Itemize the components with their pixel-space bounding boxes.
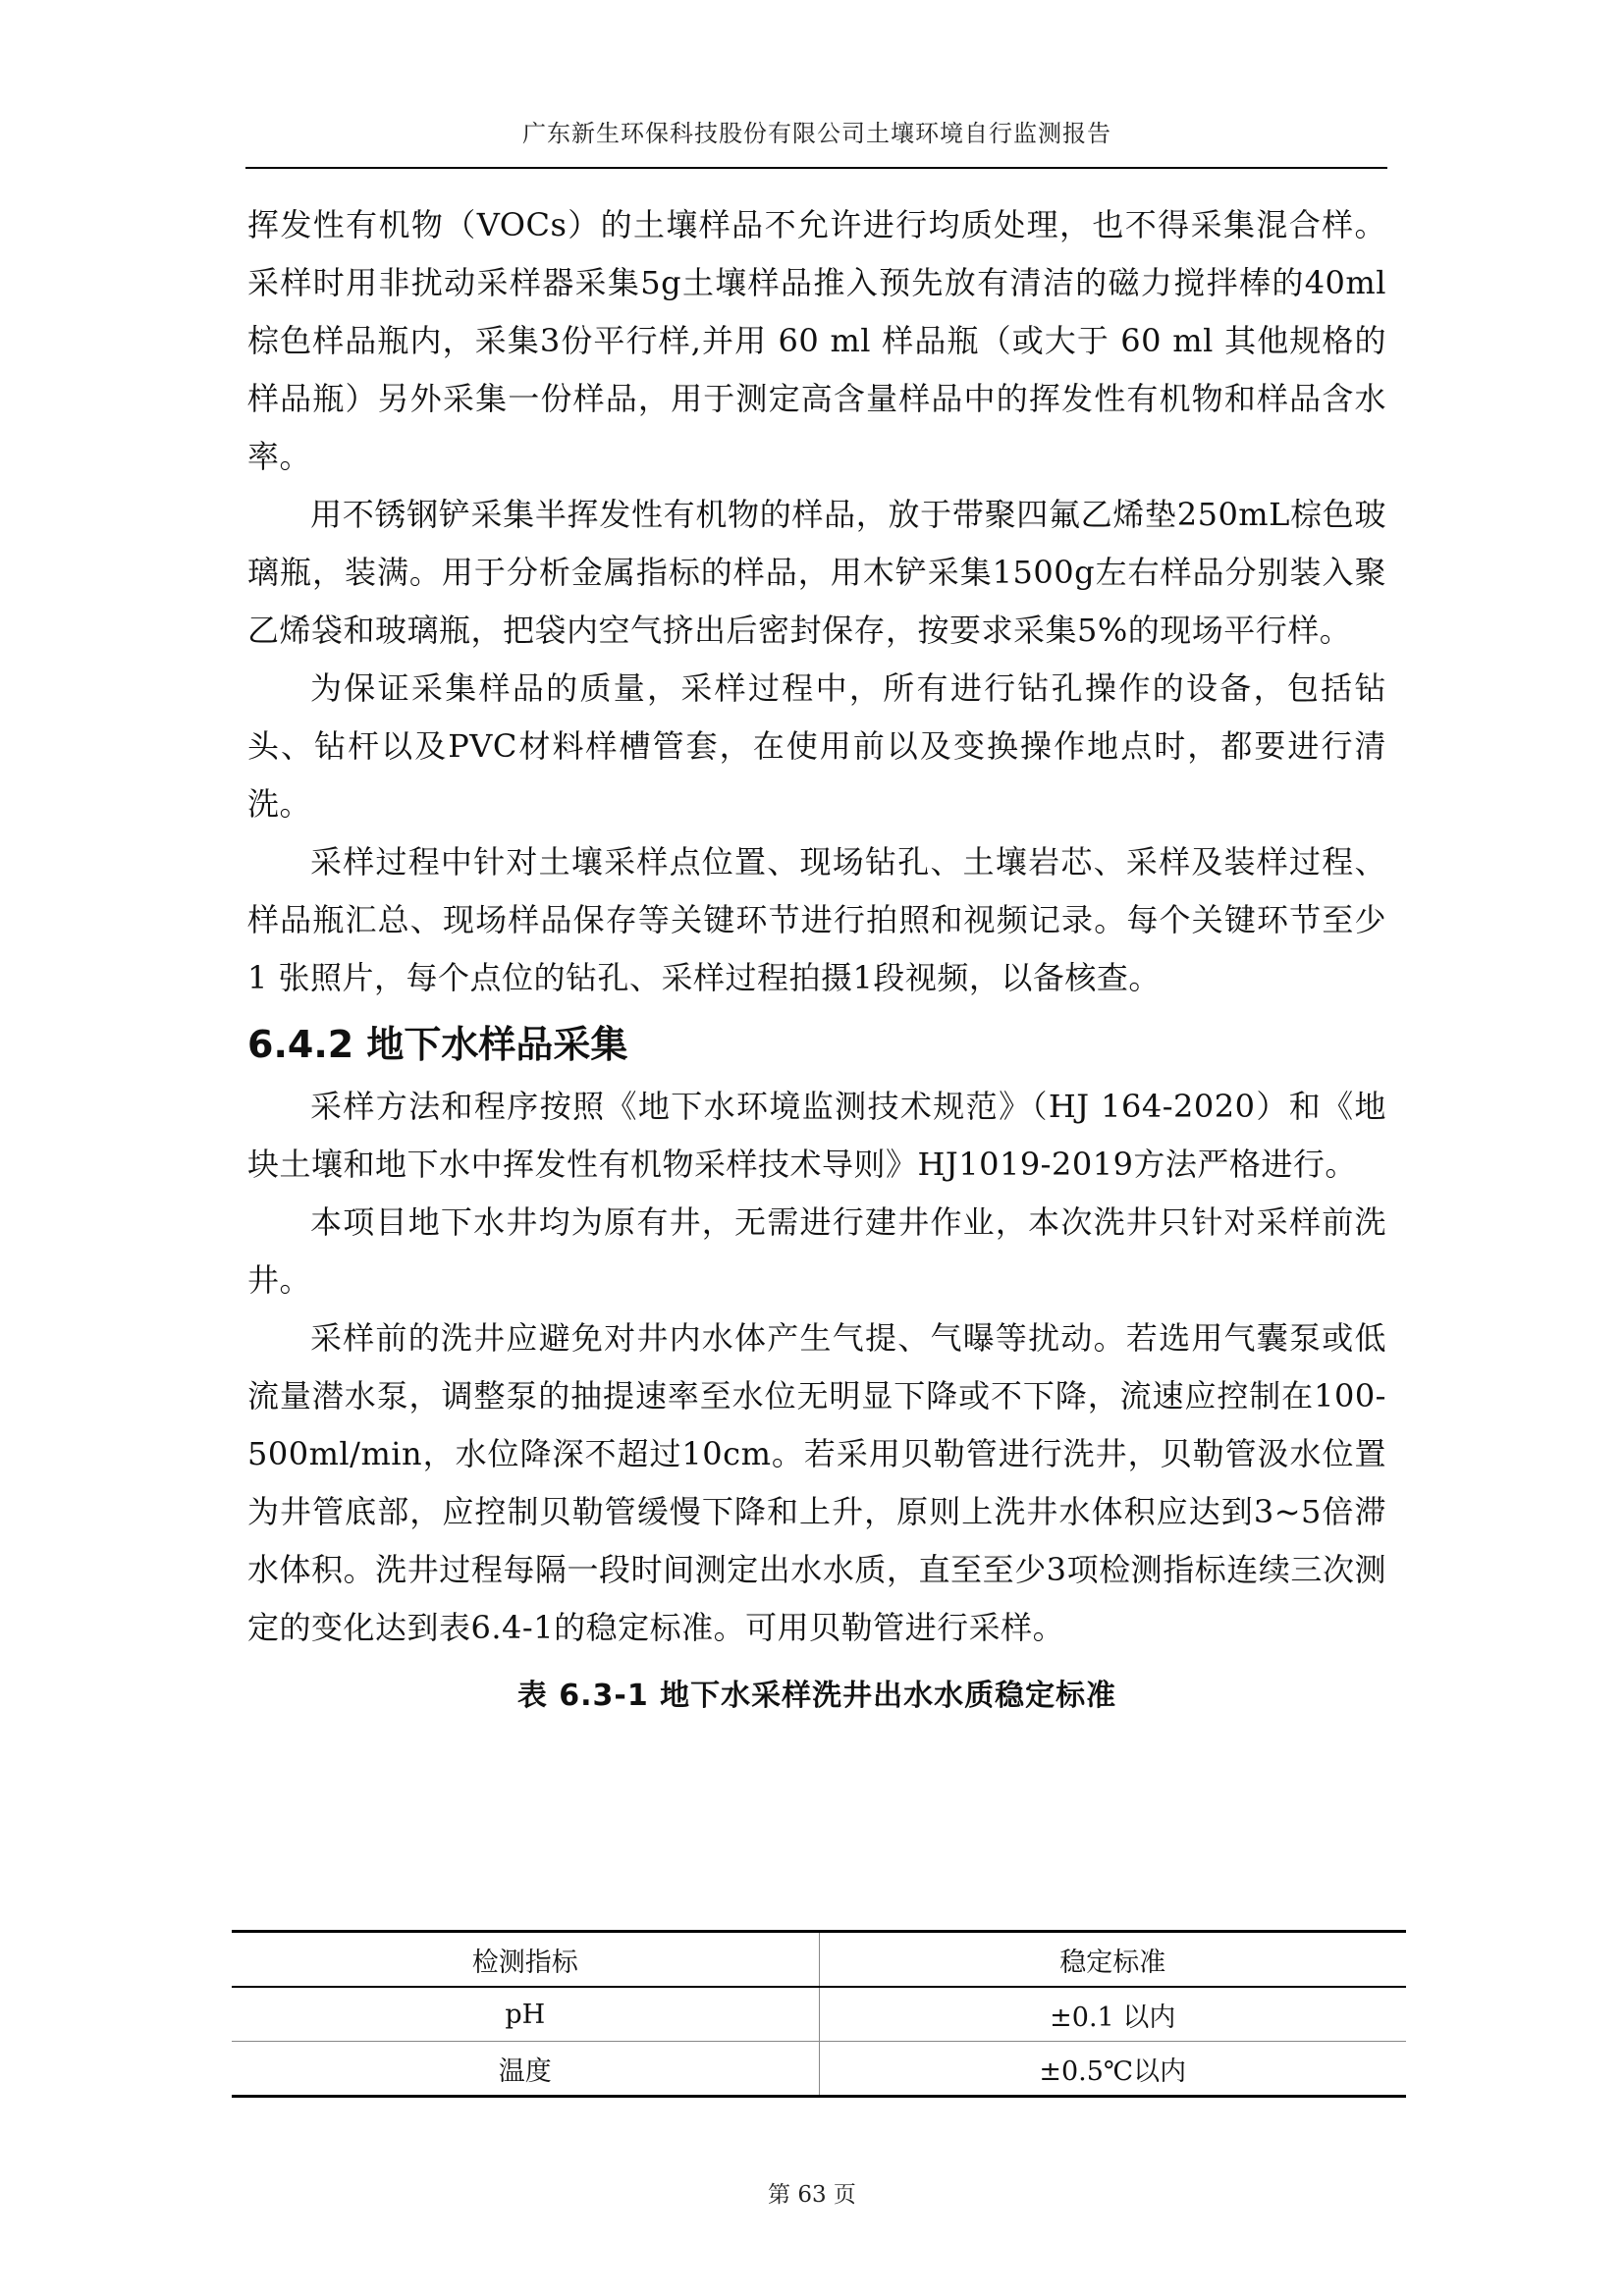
paragraph: 为保证采集样品的质量，采样过程中，所有进行钻孔操作的设备，包括钻头、钻杆以及PVC材料样槽管套，在使用前以及变换操作地点时，都要进行清洗。	[247, 669, 1386, 823]
paragraph: 本项目地下水井均为原有井，无需进行建井作业，本次洗井只针对采样前洗井。	[247, 1203, 1386, 1299]
column-header: 检测指标	[232, 1932, 819, 1988]
header-rule	[245, 167, 1387, 169]
page-body	[247, 196, 1386, 1714]
paragraph: 挥发性有机物（VOCs）的土壤样品不允许进行均质处理，也不得采集混合样。采样时用非扰动采样器采集5g土壤样品推入预先放有清洁的磁力搅拌棒的40ml棕色样品瓶内，采集3份平行样,并用 60 ml 样品瓶（或大于 60 ml 其他规格的样品瓶）另外采集一份样品，用于测定高含量样品中的挥发性有机物和样品含水率。	[247, 206, 1386, 475]
paragraph: 采样前的洗井应避免对井内水体产生气提、气曝等扰动。若选用气囊泵或低流量潜水泵，调整泵的抽提速率至水位无明显下降或不下降，流速应控制在100-500ml/min，水位降深不超过10cm。若采用贝勒管进行洗井，贝勒管汲水位置为井管底部，应控制贝勒管缓慢下降和上升，原则上洗井水体积应达到3~5倍滞水体积。洗井过程每隔一段时间测定出水水质，直至至少3项检测指标连续三次测定的变化达到表6.4-1的稳定标准。可用贝勒管进行采样。	[247, 1319, 1386, 1646]
section-heading: 6.4.2 地下水样品采集	[247, 1023, 628, 1066]
table-cell: ±0.1 以内	[1050, 2002, 1176, 2033]
page-header: 广东新生环保科技股份有限公司土壤环境自行监测报告	[522, 120, 1111, 147]
table-cell: 温度	[232, 2042, 819, 2097]
column-header: 稳定标准	[1059, 1947, 1166, 1978]
paragraph: 采样过程中针对土壤采样点位置、现场钻孔、土壤岩芯、采样及装样过程、样品瓶汇总、现场样品保存等关键环节进行拍照和视频记录。每个关键环节至少 1 张照片，每个点位的钻孔、采样过程拍摄1段视频，以备核查。	[247, 843, 1386, 996]
table-row	[232, 2042, 1406, 2097]
table-cell: ±0.5℃以内	[1039, 2056, 1187, 2087]
table-header-row	[232, 1932, 1406, 1988]
table-caption: 表 6.3-1 地下水采样洗井出水水质稳定标准	[516, 1679, 1117, 1713]
paragraph: 采样方法和程序按照《地下水环境监测技术规范》（HJ 164-2020）和《地块土壤和地下水中挥发性有机物采样技术导则》HJ1019-2019方法严格进行。	[247, 1088, 1386, 1183]
table-cell: pH	[232, 1987, 819, 2042]
stability-standard-table	[232, 1930, 1406, 2098]
paragraph: 用不锈钢铲采集半挥发性有机物的样品，放于带聚四氟乙烯垫250mL棕色玻璃瓶，装满。用于分析金属指标的样品，用木铲采集1500g左右样品分别装入聚乙烯袋和玻璃瓶，把袋内空气挤出后密封保存，按要求采集5%的现场平行样。	[247, 496, 1386, 649]
page-number: 第 63 页	[768, 2182, 856, 2208]
table-row	[232, 1987, 1406, 2042]
